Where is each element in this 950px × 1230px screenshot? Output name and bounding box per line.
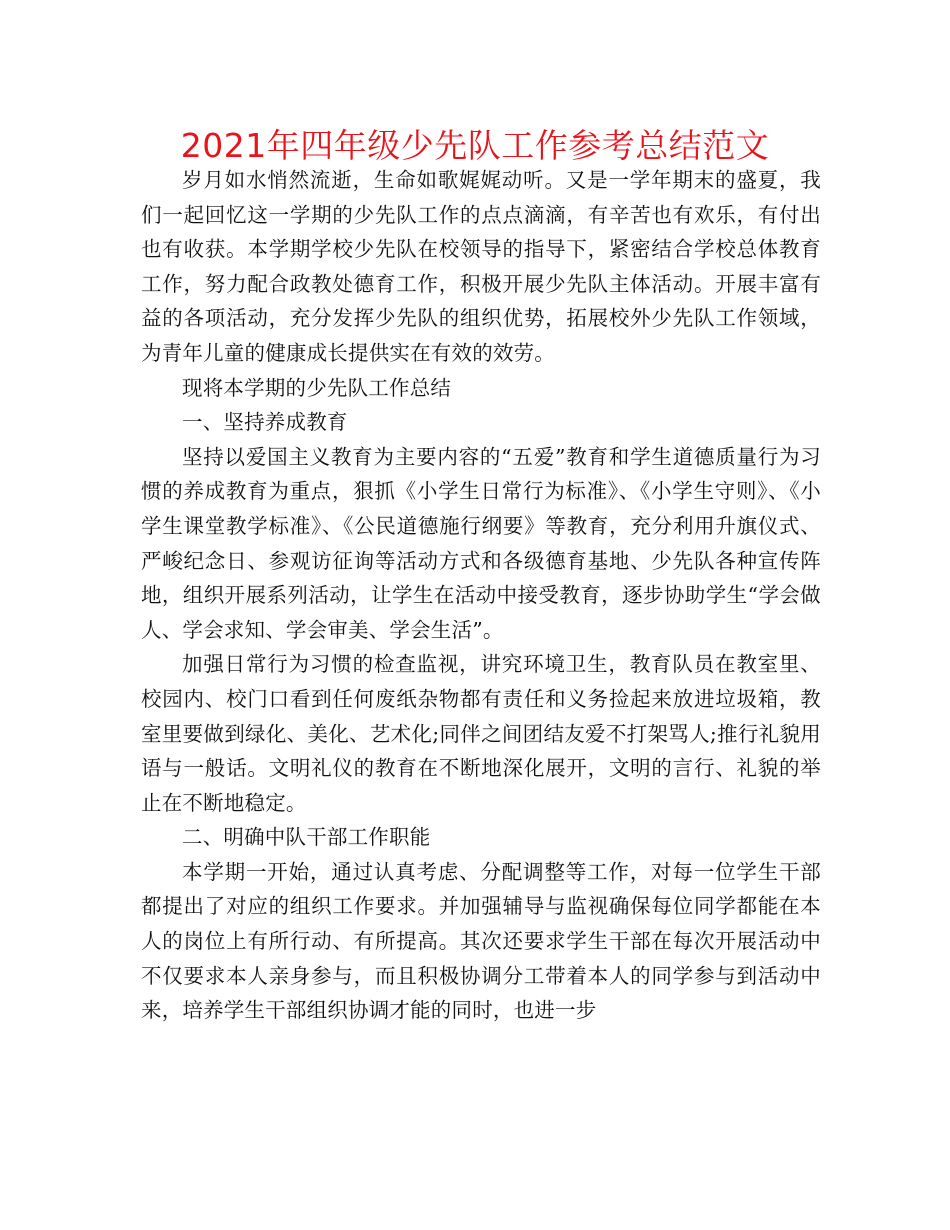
- section-heading-2: 二、明确中队干部工作职能: [182, 825, 431, 850]
- document-title: 2021年四年级少先队工作参考总结范文: [180, 126, 770, 165]
- paragraph-section-2: 本学期一开始，通过认真考虑、分配调整等工作，对每一位学生干部都提出了对应的组织工作要求。并加强辅导与监视确保每位同学都能在本人的岗位上有所行动、有所提高。其次还要求学生干部在每次开展活动中不仅要求本人亲身参与，而且积极协调分工带着本人的同学参与到活动中来，培养学生干部组织协调才能的同时，也进一步: [141, 859, 821, 1023]
- section-heading-1: 一、坚持养成教育: [182, 410, 348, 435]
- document-body: [141, 163, 821, 1028]
- paragraph-intro: 岁月如水悄然流逝，生命如歌娓娓动听。又是一学年期末的盛夏，我们一起回忆这一学期的少先队工作的点点滴滴，有辛苦也有欢乐，有付出也有收获。本学期学校少先队在校领导的指导下，紧密结合学校总体教育工作，努力配合政教处德育工作，积极开展少先队主体活动。开展丰富有益的各项活动，充分发挥少先队的组织优势，拓展校外少先队工作领域，为青年儿童的健康成长提供实在有效的效劳。: [141, 168, 821, 365]
- paragraph-section-1-b: 加强日常行为习惯的检查监视，讲究环境卫生，教育队员在教室里、校园内、校门口看到任何废纸杂物都有责任和义务捡起来放进垃圾箱，教室里要做到绿化、美化、艺术化;同伴之间团结友爱不打架骂人;推行礼貌用语与一般话。文明礼仪的教育在不断地深化展开，文明的言行、礼貌的举止在不断地稳定。: [141, 652, 821, 815]
- paragraph-section-1-a: 坚持以爱国主义教育为主要内容的“五爱”教育和学生道德质量行为习惯的养成教育为重点，狠抓《小学生日常行为标准》、《小学生守则》、《小学生课堂教学标准》、《公民道德施行纲要》等教育，充分利用升旗仪式、严峻纪念日、参观访征询等活动方式和各级德育基地、少先队各种宣传阵地，组织开展系列活动，让学生在活动中接受教育，逐步协助学生“学会做人、学会求知、学会审美、学会生活”。: [141, 444, 821, 642]
- paragraph-summary-lead: 现将本学期的少先队工作总结: [182, 375, 452, 400]
